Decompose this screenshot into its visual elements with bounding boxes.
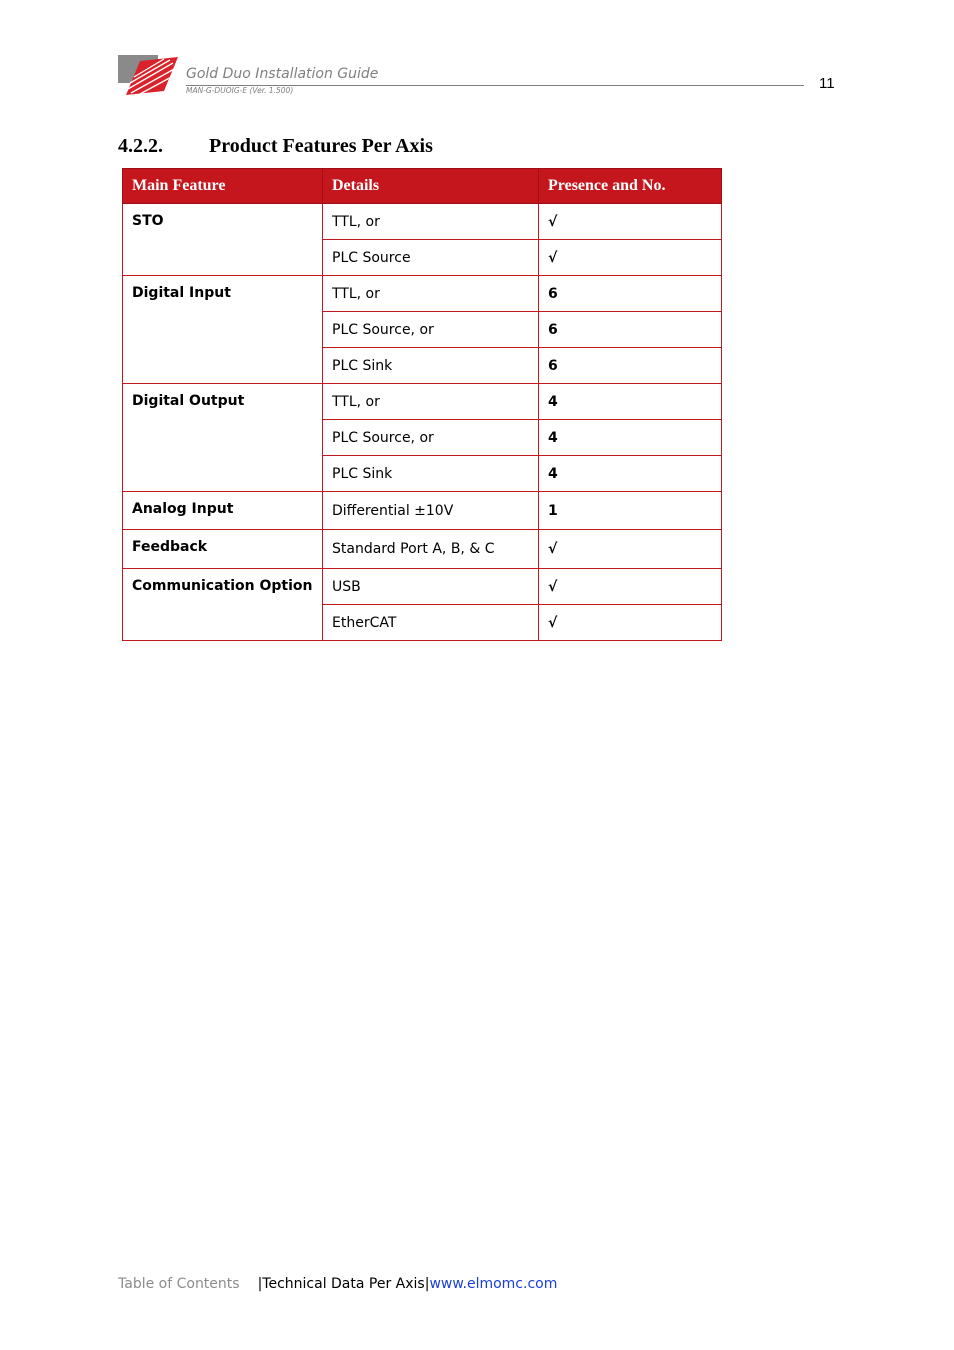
- table-row: [123, 204, 722, 240]
- detail-cell: PLC Sink: [323, 456, 539, 492]
- detail-cell: PLC Source: [323, 240, 539, 276]
- table-row: [123, 384, 722, 420]
- detail-cell: TTL, or: [323, 276, 539, 312]
- section-number: 4.2.2.: [118, 135, 163, 157]
- feature-cell-sto: STO: [123, 204, 323, 276]
- detail-cell: TTL, or: [323, 204, 539, 240]
- website-link[interactable]: www.elmomc.com: [429, 1276, 558, 1292]
- detail-cell: USB: [323, 569, 539, 605]
- value-cell: 6: [539, 348, 722, 384]
- table-of-contents-link[interactable]: Table of Contents: [118, 1276, 240, 1292]
- detail-cell: Standard Port A, B, & C: [323, 530, 539, 569]
- detail-cell: Differential ±10V: [323, 492, 539, 530]
- value-cell: √: [539, 204, 722, 240]
- column-header-presence: Presence and No.: [539, 169, 722, 204]
- feature-cell-digital-input: Digital Input: [123, 276, 323, 384]
- feature-cell-feedback: Feedback: [123, 530, 323, 569]
- section-title: Product Features Per Axis: [209, 135, 433, 157]
- detail-cell: PLC Source, or: [323, 420, 539, 456]
- page-number: 11: [819, 75, 835, 92]
- value-cell: √: [539, 530, 722, 569]
- footer-section-label: |Technical Data Per Axis|: [257, 1276, 430, 1292]
- document-title: Gold Duo Installation Guide: [186, 66, 379, 82]
- column-header-details: Details: [323, 169, 539, 204]
- section-heading: [118, 135, 433, 158]
- page-footer: [118, 1276, 557, 1292]
- detail-cell: EtherCAT: [323, 605, 539, 641]
- value-cell: 4: [539, 420, 722, 456]
- value-cell: 4: [539, 384, 722, 420]
- detail-cell: PLC Sink: [323, 348, 539, 384]
- detail-cell: PLC Source, or: [323, 312, 539, 348]
- value-cell: 6: [539, 312, 722, 348]
- table-row: [123, 276, 722, 312]
- value-cell: √: [539, 240, 722, 276]
- feature-cell-digital-output: Digital Output: [123, 384, 323, 492]
- value-cell: 6: [539, 276, 722, 312]
- detail-cell: TTL, or: [323, 384, 539, 420]
- column-header-main-feature: Main Feature: [123, 169, 323, 204]
- table-row: [123, 530, 722, 569]
- feature-cell-analog-input: Analog Input: [123, 492, 323, 530]
- product-features-table: [122, 168, 722, 641]
- elmo-logo: [118, 55, 178, 95]
- value-cell: √: [539, 569, 722, 605]
- value-cell: 1: [539, 492, 722, 530]
- table-row: [123, 569, 722, 605]
- value-cell: √: [539, 605, 722, 641]
- document-code: MAN-G-DUOIG-E (Ver. 1.500): [186, 86, 294, 95]
- feature-cell-communication-option: Communication Option: [123, 569, 323, 641]
- table-header-row: [123, 169, 722, 204]
- value-cell: 4: [539, 456, 722, 492]
- table-row: [123, 492, 722, 530]
